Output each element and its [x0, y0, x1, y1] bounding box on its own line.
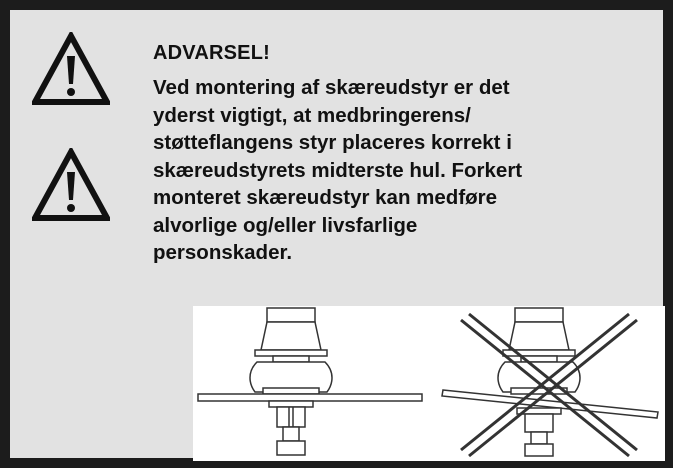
warning-line: Ved montering af skæreudstyr er det — [153, 76, 510, 99]
warning-title: ADVARSEL! — [153, 42, 270, 64]
warning-line: skæreudstyrets midterste hul. Forkert — [153, 158, 523, 182]
warning-line: yderst vigtigt, at medbringerens/ — [153, 103, 471, 127]
warning-line: monteret skæreudstyr kan medføre — [153, 186, 498, 209]
correct-mounting-drawing — [198, 308, 422, 455]
warning-line: alvorlige og/eller livsfarlige — [153, 213, 418, 237]
warning-triangle-icon — [32, 32, 110, 106]
mounting-illustration — [193, 306, 665, 461]
warning-body — [153, 74, 663, 267]
warning-triangle-icon — [32, 148, 110, 222]
warning-line: personskader. — [153, 241, 293, 264]
warning-line: støtteflangens styr placeres korrekt i — [153, 131, 512, 154]
